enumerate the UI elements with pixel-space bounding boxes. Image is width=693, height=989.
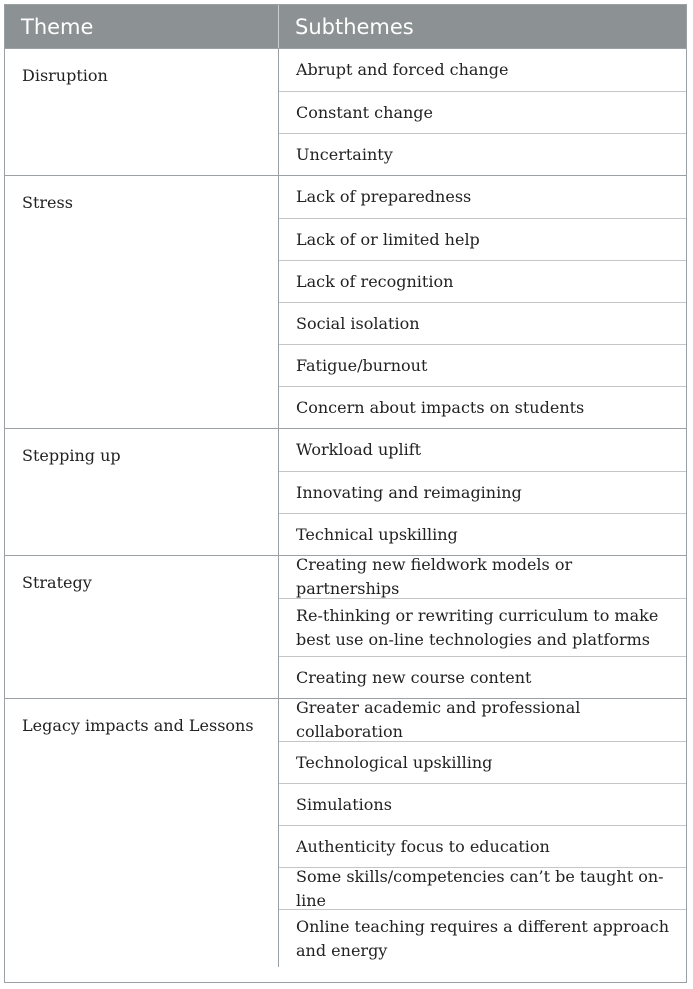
- themes-table: [4, 4, 687, 983]
- subtheme-cell: Abrupt and forced change: [296, 60, 509, 79]
- header-theme: Theme: [5, 5, 279, 48]
- theme-cell: Strategy: [5, 556, 279, 698]
- subtheme-cell: Authenticity focus to education: [279, 825, 686, 867]
- theme-group-disruption: [5, 48, 686, 175]
- subtheme-cell: Workload uplift: [296, 440, 422, 459]
- subthemes-list: [279, 556, 686, 698]
- subthemes-list: [279, 699, 686, 967]
- subtheme-cell: Technical upskilling: [279, 513, 686, 555]
- header-subthemes: Subthemes: [295, 14, 414, 39]
- theme-group-strategy: [5, 555, 686, 698]
- theme-group-stress: [5, 175, 686, 428]
- subtheme-cell: Concern about impacts on students: [279, 386, 686, 428]
- subtheme-cell: Some skills/competencies can’t be taught on-line: [279, 867, 686, 909]
- subtheme-cell: Greater academic and professional collaboration: [296, 698, 581, 741]
- subtheme-cell: Lack of preparedness: [296, 187, 472, 206]
- subthemes-list: [279, 49, 686, 175]
- theme-group-legacy: [5, 698, 686, 967]
- subtheme-cell: Innovating and reimagining: [279, 471, 686, 513]
- theme-cell: Stress: [5, 176, 279, 428]
- subtheme-cell: Re-thinking or rewriting curriculum to make best use on-line technologies and platforms: [279, 598, 686, 656]
- theme-cell: Stepping up: [5, 429, 279, 555]
- theme-cell: Disruption: [5, 49, 279, 175]
- subtheme-cell: Social isolation: [279, 302, 686, 344]
- table-header: [5, 5, 686, 48]
- theme-group-stepping-up: [5, 428, 686, 555]
- subtheme-cell: Fatigue/burnout: [279, 344, 686, 386]
- subthemes-list: [279, 176, 686, 428]
- subtheme-cell: Uncertainty: [279, 133, 686, 175]
- subtheme-cell: Creating new fieldwork models or partnerships: [296, 555, 573, 598]
- subtheme-cell: Technological upskilling: [279, 741, 686, 783]
- theme-cell: Legacy impacts and Lessons: [5, 699, 279, 967]
- subtheme-cell: Lack of recognition: [279, 260, 686, 302]
- subtheme-cell: Online teaching requires a different approach and energy: [279, 909, 686, 967]
- subtheme-cell: Constant change: [279, 91, 686, 133]
- subtheme-cell: Simulations: [279, 783, 686, 825]
- subtheme-cell: Lack of or limited help: [279, 218, 686, 260]
- subthemes-list: [279, 429, 686, 555]
- subtheme-cell: Creating new course content: [279, 656, 686, 698]
